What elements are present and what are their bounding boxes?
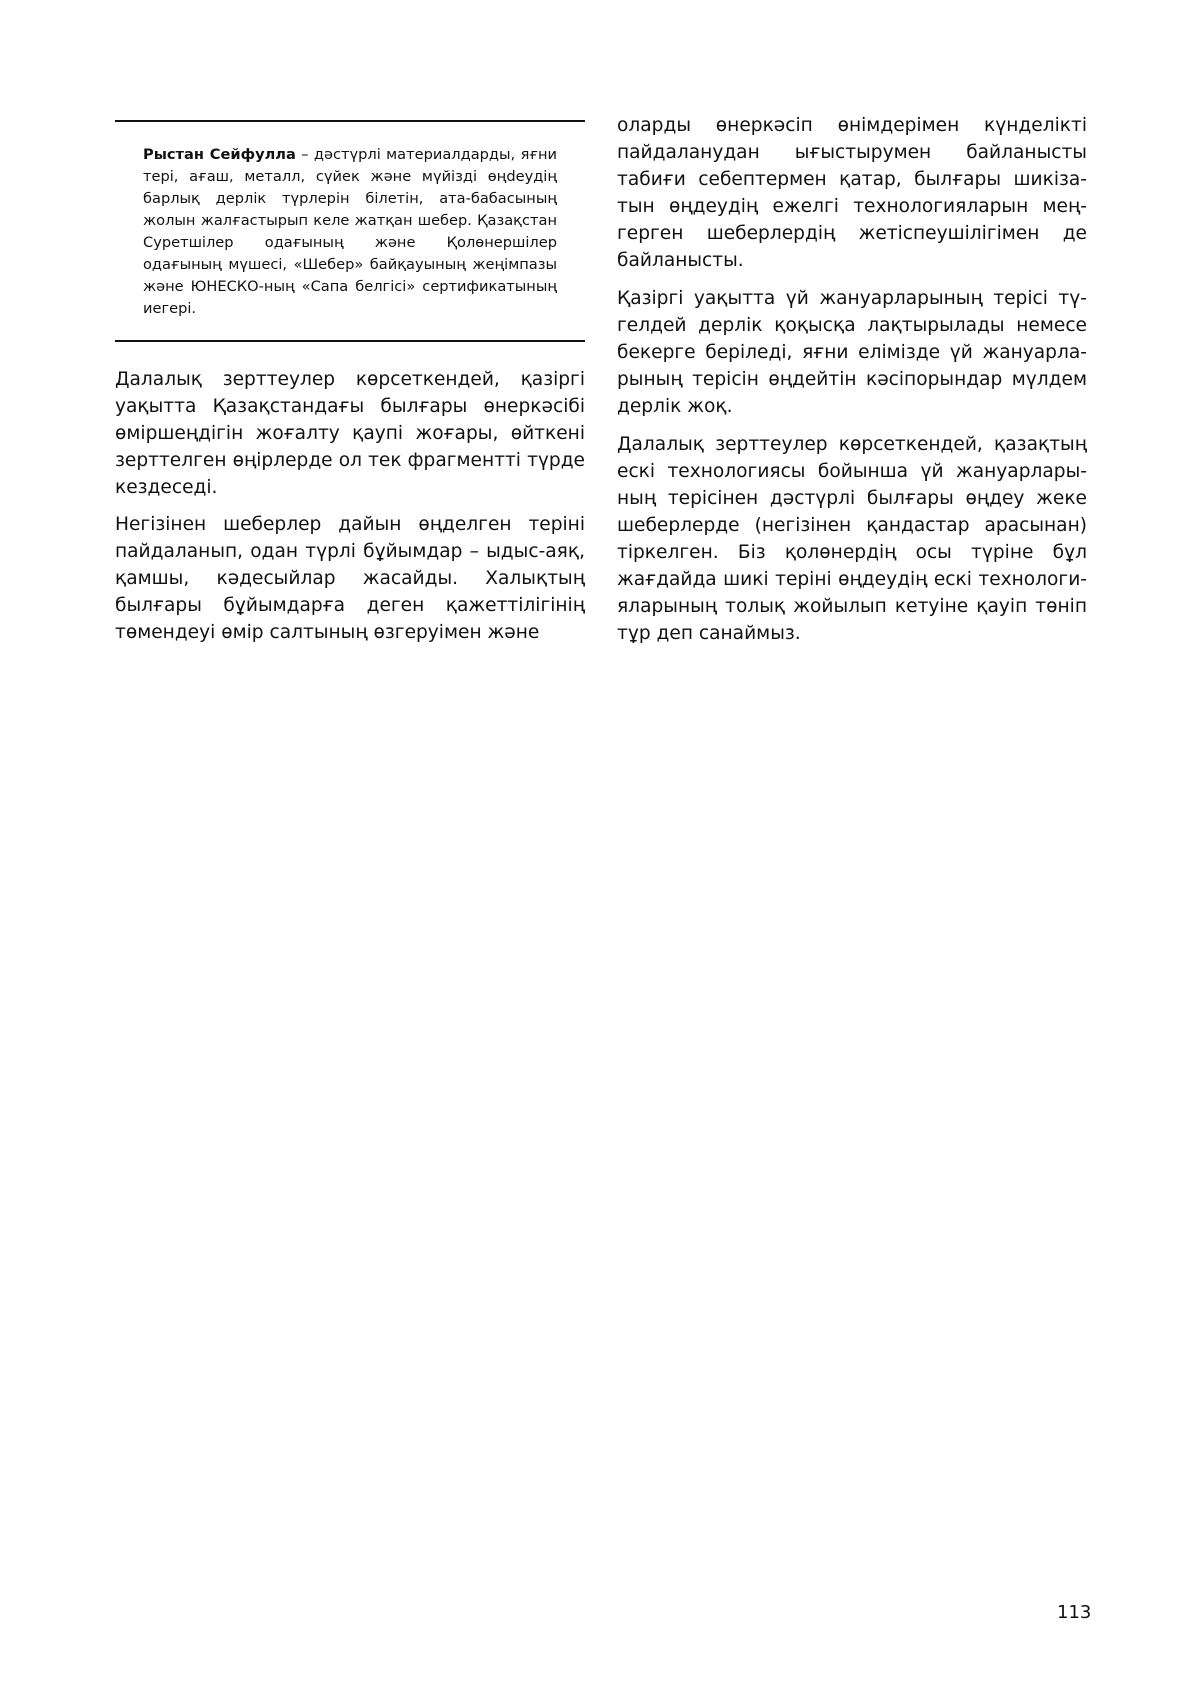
paragraph: Далалық зерттеулер көрсеткендей, қазіргі уақытта Қазақстандағы былғары өнеркәсібі өміршеңдігін жоғалту қаупі жоғары, өйткені зерттелген өңірлерде ол тек фрагментті түрде кездеседі.	[115, 369, 585, 498]
author-bio-box	[115, 120, 585, 342]
right-column	[617, 112, 1087, 658]
author-bio-text: – дәстүрлі материалдарды, яғни тері, ағаш, металл, сүйек және мүйізді өңdеудің барлық дерлік түрлерін білетін, ата-бабасының жолын жалғастырып келе жатқан шебер. Қазақстан Суретшілер одағының және Қолөнершілер одағының мүшесі, «Шебер» байқауының жеңімпазы және ЮНЕСКО-ның «Сапа белгісі» сертификатының иегері.	[143, 146, 557, 317]
paragraph: оларды өнеркәсіп өнімдерімен күнделікті пайдаланудан ығыстырумен байланысты табиғи себептермен қатар, былғары шикізатын өңдеудің ежелгі технологияларын меңгерген шеберлердің жетіспеушілігімен де байланысты.	[617, 115, 1087, 271]
left-column	[115, 120, 585, 656]
page-number: 113	[1057, 1602, 1092, 1623]
paragraph: Негізінен шеберлер дайын өңделген теріні пайдаланып, одан түрлі бұйымдар – ыдыс-аяқ, қамшы, кәдесыйлар жасайды. Халықтың былғары бұйымдарға деген қажеттілігінің төмендеуі өмір салтының өзгеруімен және	[115, 514, 585, 643]
paragraph: Қазіргі уақытта үй жануарларының терісі түгелдей дерлік қоқысқа лақтырылады немесе бекерге беріледі, яғни елімізде үй жануарларының терісін өңдейтін кәсіпорындар мүлдем дерлік жоқ.	[617, 288, 1087, 417]
paragraph: Далалық зерттеулер көрсеткендей, қазақтың ескі технологиясы бойынша үй жануарларының терісінен дәстүрлі былғары өңдеу жеке шеберлерде (негізінен қандастар арасынан) тіркелген. Біз қолөнердің осы түріне бұл жағдайда шикі теріні өңдеудің ескі технологияларының толық жойылып кетуіне қауіп төніп тұр деп санаймыз.	[617, 434, 1087, 644]
author-name: Рыстан Сейфулла	[143, 146, 296, 163]
author-bio	[143, 144, 557, 320]
